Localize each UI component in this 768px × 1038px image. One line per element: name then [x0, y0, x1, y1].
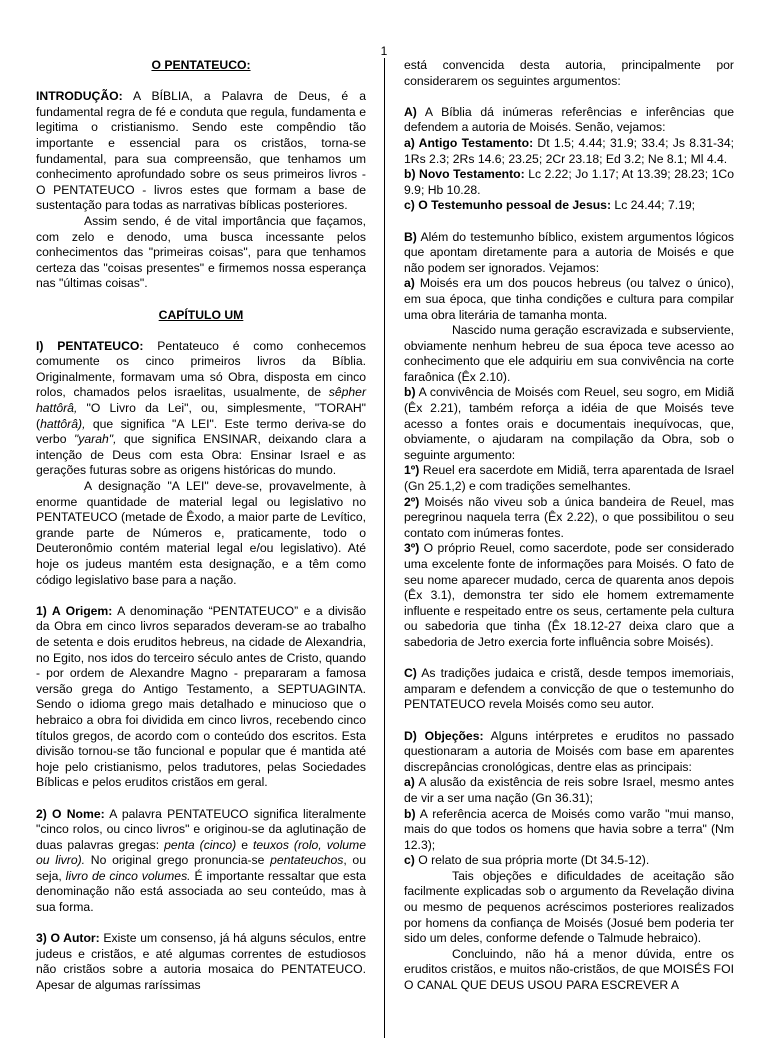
- section-d-item-a: a) A alusão da existência de reis sobre Israel, mesmo antes de vir a ser uma nação (Gn 36.31);: [404, 775, 734, 805]
- section-d-item-c: c) O relato de sua própria morte (Dt 34.5-12).: [404, 853, 650, 868]
- section-b-item-a: a) Moisés era um dos poucos hebreus (ou talvez o único), em sua época, que tinha condições e cultura para compilar uma obra literária de tamanha monta.: [404, 276, 734, 322]
- section-b-item-b: b) A convivência de Moisés com Reuel, seu sogro, em Midiã (Êx 2.21), também reforça a idéia de que Moisés teve acesso a fontes orais e documentais inequívocas, que, obviamente, o ajudaram na compilação da Obra, sob o seguinte argumento:: [404, 385, 734, 462]
- section-b-point-1: 1º) Reuel era sacerdote em Midiã, terra aparentada de Israel (Gn 25.1,2) e com tradições semelhantes.: [404, 463, 734, 494]
- continuation-paragraph: está convencida desta autoria, principalmente por considerarem os seguintes argumentos:: [404, 58, 734, 88]
- section-c: C) As tradições judaica e cristã, desde tempos imemoriais, amparam e defendem a convicção de que o testemunho do PENTATEUCO revela Moisés como seu autor.: [404, 666, 734, 712]
- column-divider: [384, 58, 385, 1038]
- intro-paragraph-2: Assim sendo, é de vital importância que façamos, com zelo e denodo, uma busca incessante pelos conhecimentos das "primeiras coisas", para que tenhamos certeza das "coisas presentes" e firmemos nossa esperança nas "últimas coisas".: [36, 213, 366, 291]
- section-d-paragraph-2: Tais objeções e dificuldades de aceitação são facilmente explicadas sob o argumento da Revelação divina ou mesmo de pequenos acréscimos posteriores realizados por homens da confiança de Moisés (Josué bem poderia ter sido um deles, conforme defende o Talmude hebraico).: [404, 868, 734, 946]
- pentateuco-paragraph-2: A designação "A LEI" deve-se, provavelmente, à enorme quantidade de material legal ou legislativo no PENTATEUCO (metade de Êxodo, a maior parte de Levítico, grande parte de Números e, praticamente, todo o Deuteronômio contém material legal e/ou legislativo). Até hoje os judeus mantém esta designação, e a têm como código legislativo base para a nação.: [36, 479, 366, 587]
- autor-paragraph: 3) O Autor: Existe um consenso, já há alguns séculos, entre judeus e cristãos, e até algumas correntes de estudiosos não cristãos sobre a autoria mosaica do PENTATEUCO. Apesar de algumas raríssimas: [36, 931, 367, 993]
- section-b-item-a-2: Nascido numa geração escravizada e subserviente, obviamente nenhum hebreu de sua época teve acesso ao conhecimento que ele adquiriu em sua convivência na corte faraônica (Êx 2.10).: [404, 323, 734, 384]
- page-number: 1: [380, 44, 388, 58]
- chapter-heading: CAPÍTULO UM: [158, 307, 244, 322]
- nome-paragraph: 2) O Nome: A palavra PENTATEUCO significa literalmente "cinco rolos, ou cinco livros" e originou-se da aglutinação de duas palavras gregas: penta (cinco) e teuxos (rolo, volume ou livro). No original grego pronuncia-se pentateuchos, ou seja, livro de cinco volumes. É importante ressaltar que esta denominação não está associada ao seu conteúdo, mas à sua forma.: [36, 806, 366, 915]
- section-d-item-b: b) A referência acerca de Moisés como varão "mui manso, mais do que todos os homens que havia sobre a terra" (Nm 12.3);: [404, 806, 734, 852]
- section-a: A) A Bíblia dá inúmeras referências e inferências que defendem a autoria de Moisés. Senão, vejamos:: [404, 104, 734, 135]
- intro-label: INTRODUÇÃO:: [36, 89, 123, 104]
- section-a-item-2: b) Novo Testamento: Lc 2.22; Jo 1.17; At 13.39; 28.23; 1Co 9.9; Hb 10.28.: [404, 167, 734, 197]
- section-b: B) Além do testemunho bíblico, existem argumentos lógicos que apontam diretamente para a autoria de Moisés e que não podem ser ignorados. Vejamos:: [404, 229, 734, 275]
- left-column: [36, 58, 366, 994]
- section-d: D) Objeções: Alguns intérpretes e eruditos no passado questionaram a autoria de Moisés com base em aparentes discrepâncias cronológicas, dentre elas as principais:: [404, 728, 734, 774]
- section-b-point-3: 3º) O próprio Reuel, como sacerdote, pode ser considerado uma excelente fonte de informações para Moisés. O fato de seu nome aparecer mudado, cerca de quarenta anos depois (Êx 3.1), demonstra ter sido ele homem extremamente influente e respeitado entre os seus, certamente pela cultura ou sabedoria que tinha (Êx 18.12-27 deixa claro que a sabedoria de Jetro exercia forte influência sobre Moisés).: [404, 541, 734, 649]
- document-title: O PENTATEUCO:: [151, 58, 251, 72]
- section-b-point-2: 2º) Moisés não viveu sob a única bandeira de Reuel, mas peregrinou naquela terra (Êx 2.22), o que possibilitou o seu contato com inúmeras fontes.: [404, 494, 734, 540]
- right-column: [404, 58, 734, 994]
- origem-paragraph: 1) A Origem: A denominação “PENTATEUCO” e a divisão da Obra em cinco livros separados deveram-se ao trabalho de setenta e dois eruditos hebreus, na cidade de Alexandria, no Egito, nos idos do terceiro século antes de Cristo, quando - por ordem de Alexandre Magno - prepararam a famosa versão grega do Antigo Testamento, a SEPTUAGINTA. Sendo o idioma grego mais detalhado e minucioso que o hebraico a obra foi dividida em cinco livros, recebendo cinco títulos gregos, de acordo com o conteúdo dos escritos. Esta divisão tornou-se tão funcional e popular que é mantida até hoje pelo cristianismo, pelos tradutores, pelas Sociedades Bíblicas e pelos eruditos cristãos em geral.: [36, 603, 367, 790]
- intro-paragraph: INTRODUÇÃO: A BÍBLIA, a Palavra de Deus, é a fundamental regra de fé e conduta que regula, fundamenta e legitima o cristianismo. Sendo este compêndio tão importante e essencial para os cristãos, torna-se fundamental, para sua compreensão, que tenhamos um conhecimento aprofundado sobre os seus primeiros livros - O PENTATEUCO - livros estes que formam a base de sustentação para todas as narrativas bíblicas posteriores.: [36, 89, 366, 213]
- pentateuco-paragraph: I) PENTATEUCO: Pentateuco é como conhecemos comumente os cinco primeiros livros da Bíblia. Originalmente, formavam uma só Obra, disposta em cinco rolos, chamados pelos israelitas, usualmente, de sêpher hattôrâ, "O Livro da Lei", ou, simplesmente, "TORAH" (hattôrâ), que significa "A LEI". Este termo deriva-se do verbo "yarah", que significa ENSINAR, deixando clara a intenção de Deus com esta Obra: Ensinar Israel e as gerações futuras sobre as origens históricas do mundo.: [36, 338, 366, 478]
- section-a-item-1: a) Antigo Testamento: Dt 1.5; 4.44; 31.9; 33.4; Js 8.31-34; 1Rs 2.3; 2Rs 14.6; 23.25; 2Cr 23.18; Ed 3.2; Ne 8.1; Ml 4.4.: [404, 135, 734, 166]
- section-a-item-3: c) O Testemunho pessoal de Jesus: Lc 24.44; 7.19;: [404, 198, 696, 213]
- section-d-paragraph-3: Concluindo, não há a menor dúvida, entre os eruditos cristãos, e muitos não-cristãos, de que MOISÉS FOI O CANAL QUE DEUS USOU PARA ESCREVER A: [404, 946, 734, 993]
